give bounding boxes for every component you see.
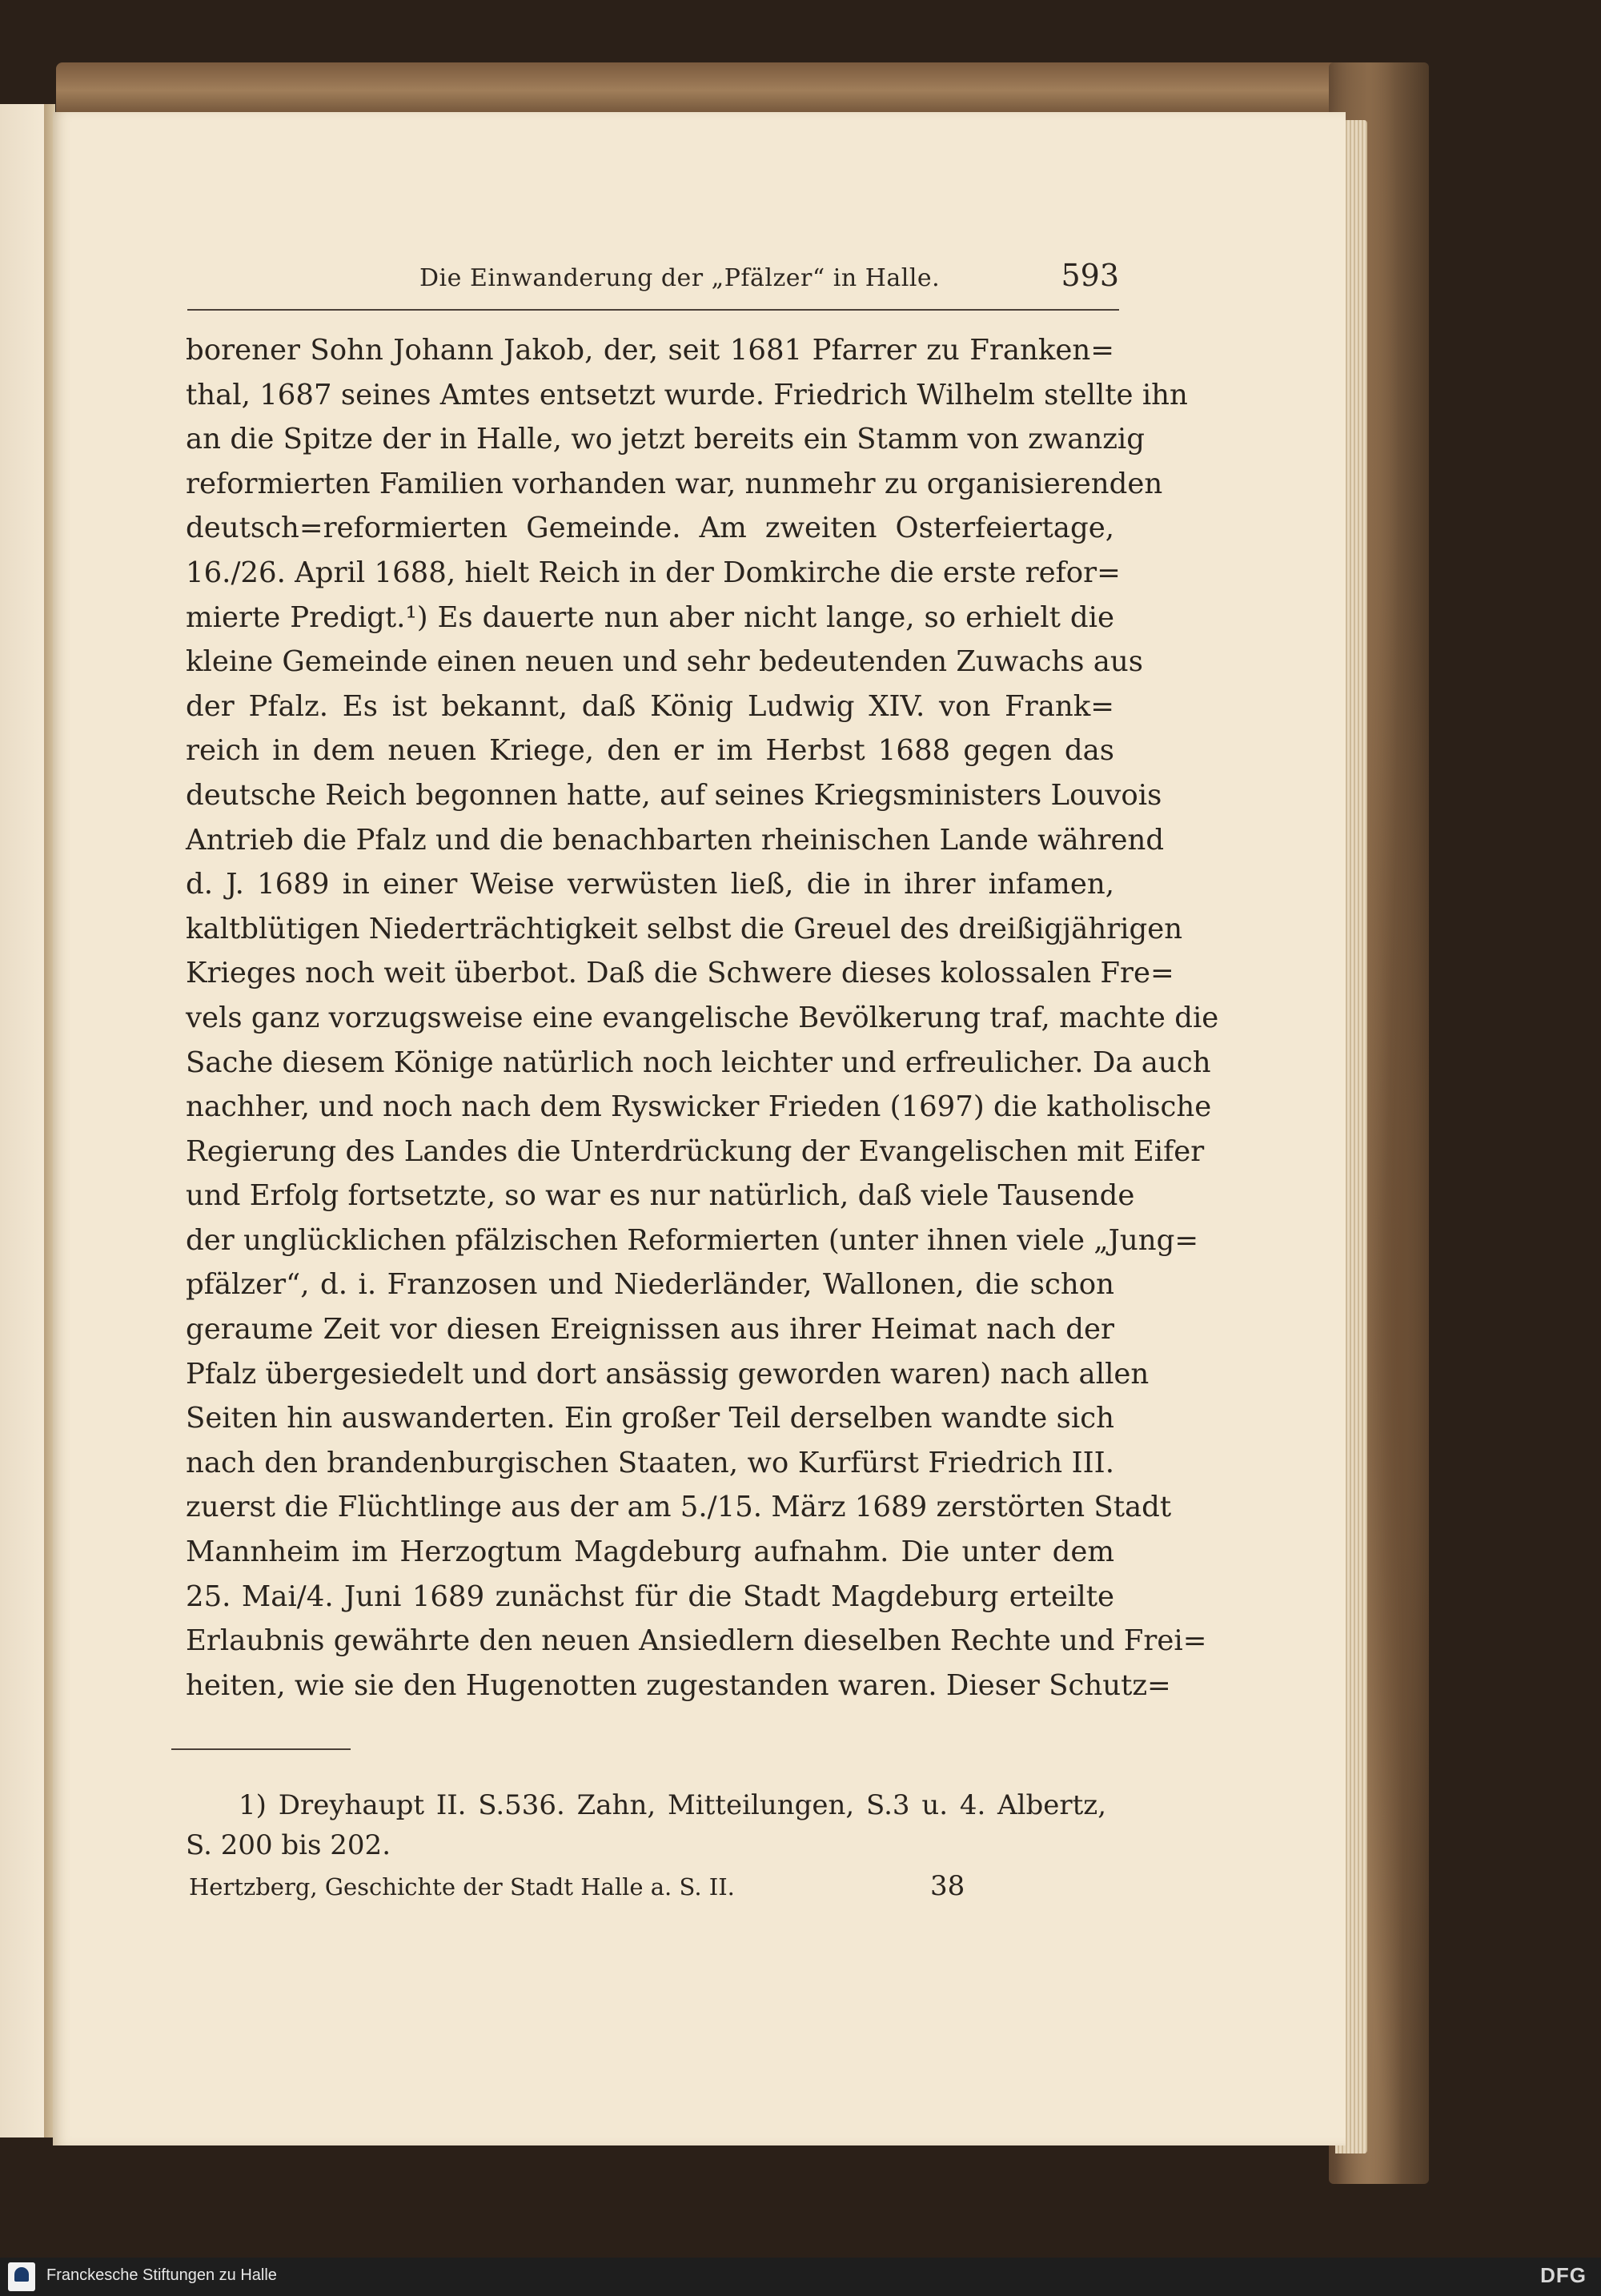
facing-page-edge (0, 104, 46, 2137)
footnote-line: 1) Dreyhaupt II. S.536. Zahn, Mitteilungen, S.3 u. 4. Albertz, (239, 1789, 1106, 1821)
running-header (187, 258, 1119, 311)
text-line: vels ganz vorzugsweise eine evangelische Bevölkerung traf, machte die (186, 1001, 1219, 1034)
text-line: pfälzer“, d. i. Franzosen und Niederländer, Wallonen, die schon (186, 1268, 1114, 1302)
body-text (186, 328, 1219, 1708)
text-line: nach den brandenburgischen Staaten, wo Kurfürst Friedrich III. (186, 1446, 1114, 1479)
footnote-line: S. 200 bis 202. (186, 1829, 391, 1861)
printer-signature: Hertzberg, Geschichte der Stadt Halle a. S. II. (189, 1873, 735, 1901)
text-line: 25. Mai/4. Juni 1689 zunächst für die Stadt Magdeburg erteilte (186, 1580, 1114, 1613)
institution-logo-icon (8, 2262, 35, 2291)
text-line: geraume Zeit vor diesen Ereignissen aus ihrer Heimat nach der (186, 1313, 1114, 1347)
text-line: thal, 1687 seines Amtes entsetzt wurde. Friedrich Wilhelm stellte ihn (186, 378, 1188, 411)
sheet-number: 38 (930, 1870, 965, 1902)
text-line: heiten, wie sie den Hugenotten zugestanden waren. Dieser Schutz= (186, 1668, 1171, 1702)
text-line: mierte Predigt.¹) Es dauerte nun aber nicht lange, so erhielt die (186, 600, 1114, 634)
text-line: deutsche Reich begonnen hatte, auf seines Kriegsministers Louvois (186, 778, 1162, 812)
footnote (186, 1785, 1106, 1865)
text-line: 16./26. April 1688, hielt Reich in der Domkirche die erste refor= (186, 556, 1121, 589)
book-cover-top-edge (56, 62, 1417, 118)
text-line: an die Spitze der in Halle, wo jetzt bereits ein Stamm von zwanzig (186, 423, 1146, 456)
institution-name: Franckesche Stiftungen zu Halle (46, 2266, 277, 2284)
text-line: kleine Gemeinde einen neuen und sehr bedeutenden Zuwachs aus (186, 645, 1143, 679)
text-line: und Erfolg fortsetzte, so war es nur natürlich, daß viele Tausende (186, 1179, 1135, 1213)
text-line: Erlaubnis gewährte den neuen Ansiedlern dieselben Rechte und Frei= (186, 1624, 1207, 1658)
text-line: reformierten Familien vorhanden war, nunmehr zu organisierenden (186, 467, 1163, 500)
text-line: der Pfalz. Es ist bekannt, daß König Ludwig XIV. von Frank= (186, 689, 1114, 723)
text-line: kaltblütigen Niederträchtigkeit selbst die Greuel des dreißigjährigen (186, 912, 1183, 945)
text-line: Regierung des Landes die Unterdrückung der Evangelischen mit Eifer (186, 1134, 1205, 1168)
text-line: Antrieb die Pfalz und die benachbarten rheinischen Lande während (186, 823, 1165, 857)
text-line: zuerst die Flüchtlinge aus der am 5./15. März 1689 zerstörten Stadt (186, 1491, 1172, 1524)
text-line: d. J. 1689 in einer Weise verwüsten ließ, die in ihrer infamen, (186, 868, 1114, 901)
footnote-rule (171, 1748, 351, 1750)
text-line: der unglücklichen pfälzischen Reformierten (unter ihnen viele „Jung= (186, 1223, 1199, 1257)
text-line: Pfalz übergesiedelt und dort ansässig geworden waren) nach allen (186, 1357, 1150, 1391)
running-title: Die Einwanderung der „Pfälzer“ in Halle. (419, 264, 941, 292)
page-number: 593 (1061, 258, 1119, 293)
text-line: Sache diesem Könige natürlich noch leichter und erfreulicher. Da auch (186, 1046, 1211, 1079)
text-line: borener Sohn Johann Jakob, der, seit 1681 Pfarrer zu Franken= (186, 334, 1114, 367)
dfg-logo: DFG (1540, 2263, 1587, 2287)
text-line: Mannheim im Herzogtum Magdeburg aufnahm. Die unter dem (186, 1535, 1114, 1569)
text-line: Seiten hin auswanderten. Ein großer Teil derselben wandte sich (186, 1402, 1114, 1435)
text-line: Krieges noch weit überbot. Daß die Schwere dieses kolossalen Fre= (186, 957, 1174, 990)
viewer-footer-bar (0, 2258, 1601, 2296)
text-line: deutsch=reformierten Gemeinde. Am zweiten Osterfeiertage, (186, 512, 1114, 545)
text-line: nachher, und noch nach dem Ryswicker Frieden (1697) die katholische (186, 1090, 1212, 1124)
text-line: reich in dem neuen Kriege, den er im Herbst 1688 gegen das (186, 734, 1114, 768)
